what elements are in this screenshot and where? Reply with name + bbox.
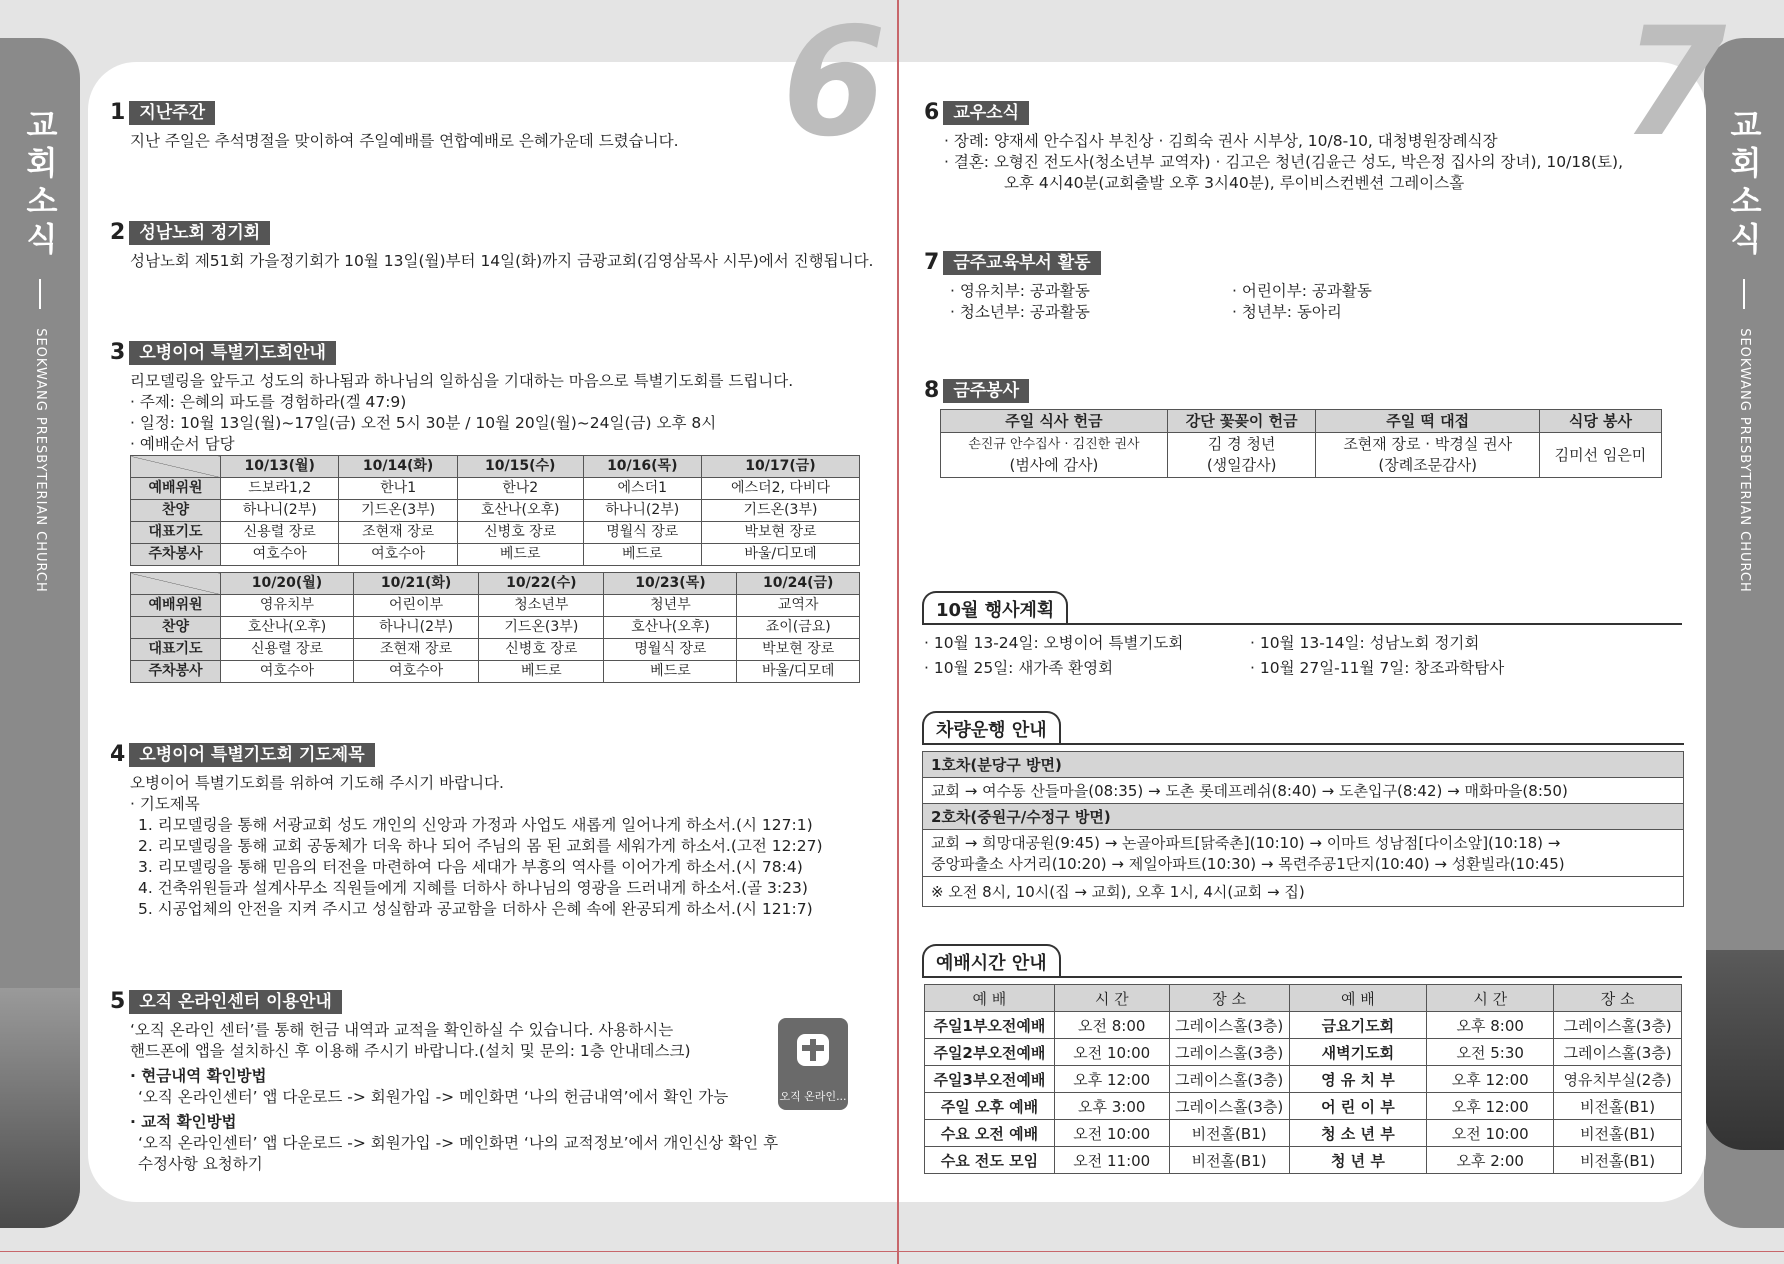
row-label: 대표기도	[131, 639, 221, 661]
column-header: 예 배	[925, 985, 1055, 1012]
service-order-table-week2	[130, 572, 860, 683]
section-body-line: 핸드폰에 앱을 설치하신 후 이용해 주시기 바랍니다.(설치 및 문의: 1층 안내데스크)	[130, 1042, 691, 1060]
bus-route-row	[923, 830, 1684, 877]
table-cell: 청소년부	[479, 595, 604, 617]
section-title: 오병이어 특별기도회안내	[129, 341, 336, 365]
table-cell: 신용렬 장로	[221, 522, 339, 544]
service-name: 주일1부오전예배	[925, 1012, 1055, 1039]
app-icon-label: 오직 온라인...	[779, 1090, 847, 1103]
table-cell: 베드로	[604, 661, 737, 683]
table-row	[925, 1093, 1682, 1120]
education-item: · 영유치부: 공과활동	[950, 282, 1090, 300]
row-label: 찬양	[131, 500, 221, 522]
membership-check-label: · 교적 확인방법	[130, 1113, 237, 1131]
service-time: 오전 5:30	[1427, 1039, 1554, 1066]
table-cell: 호산나(오후)	[457, 500, 583, 522]
service-name: 어 린 이 부	[1289, 1093, 1427, 1120]
table-cell: 에스더1	[583, 478, 701, 500]
table-cell: 죠이(금요)	[737, 617, 860, 639]
events-title: 10월 행사계획	[922, 591, 1068, 624]
heading-rule	[922, 623, 1682, 625]
table-cell: 하나니(2부)	[221, 500, 339, 522]
bus-route-stops	[923, 830, 1684, 877]
bus-route-line: 교회 → 희망대공원(9:45) → 논골아파트[닭죽촌](10:10) → 이마트 성남점[다이소앞](10:18) →	[931, 834, 1561, 852]
bus-table	[922, 751, 1684, 907]
cell-line: 김 경 청년	[1207, 435, 1276, 453]
service-time: 오전 10:00	[1054, 1039, 1169, 1066]
education-item: · 어린이부: 공과활동	[1232, 282, 1372, 300]
table-cell: 베드로	[583, 544, 701, 566]
left-tab-text	[17, 108, 63, 593]
row-label: 주차봉사	[131, 544, 221, 566]
section-title: 지난주간	[129, 101, 215, 125]
table-row	[925, 1120, 1682, 1147]
right-tab-text	[1721, 108, 1767, 593]
date-header: 10/17(금)	[701, 456, 859, 478]
table-cell: 하나니(2부)	[353, 617, 478, 639]
table-header-row	[925, 985, 1682, 1012]
table-row	[131, 500, 860, 522]
table-cell	[1316, 433, 1539, 478]
table-cell: 기드온(3부)	[479, 617, 604, 639]
membership-check-steps: 수정사항 요청하기	[138, 1155, 263, 1173]
service-table	[940, 409, 1662, 478]
section-education	[924, 251, 1684, 323]
service-name: 주일2부오전예배	[925, 1039, 1055, 1066]
service-name: 수요 오전 예배	[925, 1120, 1055, 1147]
table-cell: 에스더2, 다비다	[701, 478, 859, 500]
cross-photo	[1704, 950, 1784, 1150]
table-header-row	[131, 573, 860, 595]
table-cell: 명월식 장로	[604, 639, 737, 661]
section-number: 8	[924, 378, 940, 403]
service-time: 오후 8:00	[1427, 1012, 1554, 1039]
left-tab-divider	[39, 279, 41, 309]
table-cell: 베드로	[457, 544, 583, 566]
bus-route-name: 1호차(분당구 방면)	[923, 752, 1684, 778]
online-center-app-icon[interactable]	[778, 1018, 848, 1110]
section-online-center	[110, 990, 810, 1175]
section-heading	[110, 743, 870, 767]
table-cell: 박보현 장로	[701, 522, 859, 544]
service-name: 청 년 부	[1289, 1147, 1427, 1174]
heading-rule	[922, 743, 1684, 745]
left-tab-subtitle: SEOKWANG PRESBYTERIAN CHURCH	[33, 328, 48, 593]
worship-title: 예배시간 안내	[922, 944, 1061, 977]
prayer-topic-item: 5. 시공업체의 안전을 지켜 주시고 성실함과 공교함을 더하사 은혜 속에 완공되게 하소서.(시 121:7)	[138, 900, 813, 918]
service-name: 수요 전도 모임	[925, 1147, 1055, 1174]
funeral-news: · 장례: 양재세 안수집사 부친상 · 김희숙 권사 시부상, 10/8-10, 대청병원장례식장	[944, 132, 1498, 150]
table-cell: 어린이부	[353, 595, 478, 617]
service-name: 금요기도회	[1289, 1012, 1427, 1039]
table-cell: 청년부	[604, 595, 737, 617]
events-grid	[924, 633, 1684, 679]
row-label: 찬양	[131, 617, 221, 639]
bus-route-header	[923, 804, 1684, 830]
column-header: 시 간	[1427, 985, 1554, 1012]
table-cell: 한나2	[457, 478, 583, 500]
section-number: 4	[110, 742, 126, 767]
column-header: 강단 꽃꽂이 헌금	[1167, 410, 1316, 433]
table-cell	[941, 433, 1168, 478]
section-title: 교우소식	[943, 101, 1029, 125]
row-label: 대표기도	[131, 522, 221, 544]
page-number-left: 6	[782, 0, 887, 170]
table-cell: 명월식 장로	[583, 522, 701, 544]
section-body: 지난 주일은 추석명절을 맞이하여 주일예배를 연합예배로 은혜가운데 드렸습니다.	[130, 132, 679, 150]
date-header: 10/15(수)	[457, 456, 583, 478]
date-header: 10/20(월)	[221, 573, 354, 595]
bus-note-row	[923, 877, 1684, 907]
worship-table	[924, 984, 1682, 1174]
cell-line: 조현재 장로 · 박경실 권사	[1343, 435, 1513, 453]
education-item: · 청년부: 동아리	[1232, 303, 1342, 321]
offering-check-steps: ‘오직 온라인센터’ 앱 다운로드 -> 회원가입 -> 메인화면 ‘나의 헌금내역’에서 확인 가능	[138, 1088, 729, 1106]
table-header-row	[941, 410, 1662, 433]
right-tab-divider	[1743, 279, 1745, 309]
service-time: 오후 12:00	[1427, 1066, 1554, 1093]
service-time: 오후 12:00	[1054, 1066, 1169, 1093]
diagonal-cell	[131, 456, 221, 478]
bus-route-row	[923, 778, 1684, 804]
date-header: 10/14(화)	[339, 456, 457, 478]
section-number: 5	[110, 989, 126, 1014]
wedding-news: · 결혼: 오형진 전도사(청소년부 교역자) · 김고은 청년(김윤근 성도, 박은정 집사의 장녀), 10/18(토),	[944, 153, 1624, 171]
section-presbytery	[110, 221, 890, 272]
column-header: 장 소	[1554, 985, 1682, 1012]
table-cell: 신병호 장로	[457, 522, 583, 544]
service-name: 영 유 치 부	[1289, 1066, 1427, 1093]
section-heading	[924, 379, 1684, 403]
table-cell: 교역자	[737, 595, 860, 617]
service-time: 오후 3:00	[1054, 1093, 1169, 1120]
event-item: · 10월 13-14일: 성남노회 정기회	[1250, 634, 1480, 652]
bus-route-line: 중앙파출소 사거리(10:20) → 제일아파트(10:30) → 목련주공1단지(10:40) → 성환빌라(10:45)	[931, 855, 1565, 873]
service-order-table-week1	[130, 455, 860, 566]
table-row	[131, 617, 860, 639]
section-number: 6	[924, 100, 940, 125]
service-time: 오후 12:00	[1427, 1093, 1554, 1120]
section-prayer-topics	[110, 743, 870, 920]
cross-icon	[797, 1034, 829, 1066]
table-cell: 드보라1,2	[221, 478, 339, 500]
row-label: 예배위원	[131, 595, 221, 617]
table-cell: 여호수아	[339, 544, 457, 566]
section-body-line: ‘오직 온라인 센터’를 통해 헌금 내역과 교적을 확인하실 수 있습니다. 사용하시는	[130, 1021, 674, 1039]
cell-line: 손진규 안수집사 · 김진한 권사	[968, 437, 1140, 452]
diagonal-cell	[131, 573, 221, 595]
table-header-row	[131, 456, 860, 478]
table-cell: 여호수아	[353, 661, 478, 683]
service-place: 그레이스홀(3층)	[1169, 1012, 1289, 1039]
section-body: 오병이어 특별기도회를 위하여 기도해 주시기 바랍니다.	[130, 774, 504, 792]
bus-title: 차량운행 안내	[922, 711, 1061, 744]
section-title: 금주교육부서 활동	[943, 251, 1100, 275]
section-heading	[924, 251, 1684, 275]
table-row	[925, 1012, 1682, 1039]
column-header: 시 간	[1054, 985, 1169, 1012]
table-row	[131, 544, 860, 566]
date-header: 10/13(월)	[221, 456, 339, 478]
table-row	[925, 1066, 1682, 1093]
service-name: 청 소 년 부	[1289, 1120, 1427, 1147]
section-body: 리모델링을 앞두고 성도의 하나됨과 하나님의 일하심을 기대하는 마음으로 특별기도회를 드립니다.	[130, 372, 794, 390]
table-cell: 김미선 임은미	[1539, 433, 1661, 478]
service-place: 영유치부실(2층)	[1554, 1066, 1682, 1093]
table-cell: 베드로	[479, 661, 604, 683]
cell-line: (장례조문감사)	[1378, 456, 1478, 474]
right-tab-subtitle: SEOKWANG PRESBYTERIAN CHURCH	[1737, 328, 1752, 593]
table-row	[925, 1039, 1682, 1066]
table-cell: 박보현 장로	[737, 639, 860, 661]
section-heading	[110, 990, 810, 1014]
page-fold-line	[897, 0, 899, 1264]
table-cell: 기드온(3부)	[701, 500, 859, 522]
bus-route-header	[923, 752, 1684, 778]
page-number-right: 7	[1622, 0, 1727, 170]
table-row	[131, 595, 860, 617]
date-header: 10/23(목)	[604, 573, 737, 595]
date-header: 10/21(화)	[353, 573, 478, 595]
section-heading	[110, 221, 890, 245]
prayer-topic-item: 1. 리모델링을 통해 서광교회 성도 개인의 신앙과 가정과 사업도 새롭게 일어나게 하소서.(시 127:1)	[138, 816, 813, 834]
wedding-news-cont: 오후 4시40분(교회출발 오후 3시40분), 루이비스컨벤션 그레이스홀	[1004, 174, 1465, 192]
service-time: 오전 10:00	[1054, 1120, 1169, 1147]
cell-line: (생일감사)	[1206, 456, 1277, 474]
hands-plant-photo	[0, 988, 80, 1228]
section-number: 2	[110, 220, 126, 245]
service-place: 비전홀(B1)	[1169, 1120, 1289, 1147]
prayer-topics-label: · 기도제목	[130, 795, 200, 813]
education-item: · 청소년부: 공과활동	[950, 303, 1090, 321]
service-place: 비전홀(B1)	[1554, 1093, 1682, 1120]
prayer-theme: · 주제: 은혜의 파도를 경험하라(겔 47:9)	[130, 393, 407, 411]
table-cell: 기드온(3부)	[339, 500, 457, 522]
section-prayer-meeting	[110, 341, 870, 683]
service-time: 오전 11:00	[1054, 1147, 1169, 1174]
section-heading	[110, 341, 870, 365]
section-heading	[110, 101, 870, 125]
date-header: 10/22(수)	[479, 573, 604, 595]
table-cell: 신병호 장로	[479, 639, 604, 661]
table-row	[131, 478, 860, 500]
service-place: 그레이스홀(3층)	[1169, 1093, 1289, 1120]
section-service	[924, 379, 1684, 478]
service-place: 비전홀(B1)	[1554, 1147, 1682, 1174]
section-member-news	[924, 101, 1684, 194]
section-title: 성남노회 정기회	[129, 221, 270, 245]
service-place: 그레이스홀(3층)	[1169, 1066, 1289, 1093]
service-place: 그레이스홀(3층)	[1169, 1039, 1289, 1066]
section-title: 오직 온라인센터 이용안내	[129, 990, 341, 1014]
service-name: 새벽기도회	[1289, 1039, 1427, 1066]
service-time: 오전 8:00	[1054, 1012, 1169, 1039]
left-tab-title: 교회소식	[21, 108, 59, 260]
event-item: · 10월 25일: 새가족 환영회	[924, 659, 1114, 677]
row-label: 예배위원	[131, 478, 221, 500]
table-cell	[1167, 433, 1316, 478]
column-header: 주일 식사 헌금	[941, 410, 1168, 433]
cell-line: (범사에 감사)	[1009, 456, 1099, 474]
section-last-week	[110, 101, 870, 152]
event-item: · 10월 13-24일: 오병이어 특별기도회	[924, 634, 1184, 652]
section-heading	[924, 101, 1684, 125]
service-time: 오후 2:00	[1427, 1147, 1554, 1174]
service-place: 비전홀(B1)	[1169, 1147, 1289, 1174]
education-list	[924, 281, 1684, 323]
service-name: 주일3부오전예배	[925, 1066, 1055, 1093]
right-tab-title: 교회소식	[1725, 108, 1763, 260]
events-list	[924, 633, 1684, 679]
section-number: 7	[924, 250, 940, 275]
table-cell: 호산나(오후)	[221, 617, 354, 639]
column-header: 주일 떡 대접	[1316, 410, 1539, 433]
prayer-topic-item: 3. 리모델링을 통해 믿음의 터전을 마련하여 다음 세대가 부흥의 역사를 이어가게 하소서.(시 78:4)	[138, 858, 803, 876]
section-body: 성남노회 제51회 가을정기회가 10월 13일(월)부터 14일(화)까지 금광교회(김영삼목사 시무)에서 진행됩니다.	[130, 252, 874, 270]
table-cell: 여호수아	[221, 544, 339, 566]
table-cell: 조현재 장로	[339, 522, 457, 544]
service-place: 그레이스홀(3층)	[1554, 1039, 1682, 1066]
table-row	[131, 522, 860, 544]
table-row	[131, 639, 860, 661]
table-cell: 바울/디모데	[737, 661, 860, 683]
bus-route-name: 2호차(중원구/수정구 방면)	[923, 804, 1684, 830]
page-edge-line	[0, 1251, 1784, 1252]
event-item: · 10월 27일-11월 7일: 창조과학탐사	[1250, 659, 1505, 677]
section-title: 오병이어 특별기도회 기도제목	[129, 743, 374, 767]
section-title: 금주봉사	[943, 379, 1029, 403]
service-place: 비전홀(B1)	[1554, 1120, 1682, 1147]
service-order-label: · 예배순서 담당	[130, 435, 235, 453]
column-header: 식당 봉사	[1539, 410, 1661, 433]
bus-heading	[922, 711, 1684, 745]
section-number: 1	[110, 100, 126, 125]
table-cell: 영유치부	[221, 595, 354, 617]
bus-route-stops: 교회 → 여수동 산들마을(08:35) → 도촌 롯데프레쉬(8:40) → 도촌입구(8:42) → 매화마을(8:50)	[923, 778, 1684, 804]
table-cell: 한나1	[339, 478, 457, 500]
row-label: 주차봉사	[131, 661, 221, 683]
offering-check-label: · 현금내역 확인방법	[130, 1067, 267, 1085]
events-heading	[922, 591, 1682, 625]
table-cell: 조현재 장로	[353, 639, 478, 661]
prayer-topic-item: 2. 리모델링을 통해 교회 공동체가 더욱 하나 되어 주님의 몸 된 교회를 세워가게 하소서.(고전 12:27)	[138, 837, 823, 855]
table-row	[131, 661, 860, 683]
table-cell: 바울/디모데	[701, 544, 859, 566]
service-time: 오전 10:00	[1427, 1120, 1554, 1147]
table-cell: 하나니(2부)	[583, 500, 701, 522]
column-header: 장 소	[1169, 985, 1289, 1012]
membership-check-steps: ‘오직 온라인센터’ 앱 다운로드 -> 회원가입 -> 메인화면 ‘나의 교적정보’에서 개인신상 확인 후	[138, 1134, 779, 1152]
worship-heading	[922, 944, 1682, 978]
prayer-topic-item: 4. 건축위원들과 설계사무소 직원들에게 지혜를 더하사 하나님의 영광을 드러내게 하소서.(골 3:23)	[138, 879, 808, 897]
date-header: 10/24(금)	[737, 573, 860, 595]
bus-note: ※ 오전 8시, 10시(집 → 교회), 오후 1시, 4시(교회 → 집)	[923, 877, 1684, 907]
date-header: 10/16(목)	[583, 456, 701, 478]
prayer-schedule: · 일정: 10월 13일(월)~17일(금) 오전 5시 30분 / 10월 20일(월)~24일(금) 오후 8시	[130, 414, 717, 432]
table-row	[941, 433, 1662, 478]
table-cell: 호산나(오후)	[604, 617, 737, 639]
service-name: 주일 오후 예배	[925, 1093, 1055, 1120]
section-number: 3	[110, 340, 126, 365]
service-place: 그레이스홀(3층)	[1554, 1012, 1682, 1039]
table-cell: 여호수아	[221, 661, 354, 683]
heading-rule	[922, 976, 1682, 978]
table-row	[925, 1147, 1682, 1174]
column-header: 예 배	[1289, 985, 1427, 1012]
table-cell: 신용렬 장로	[221, 639, 354, 661]
